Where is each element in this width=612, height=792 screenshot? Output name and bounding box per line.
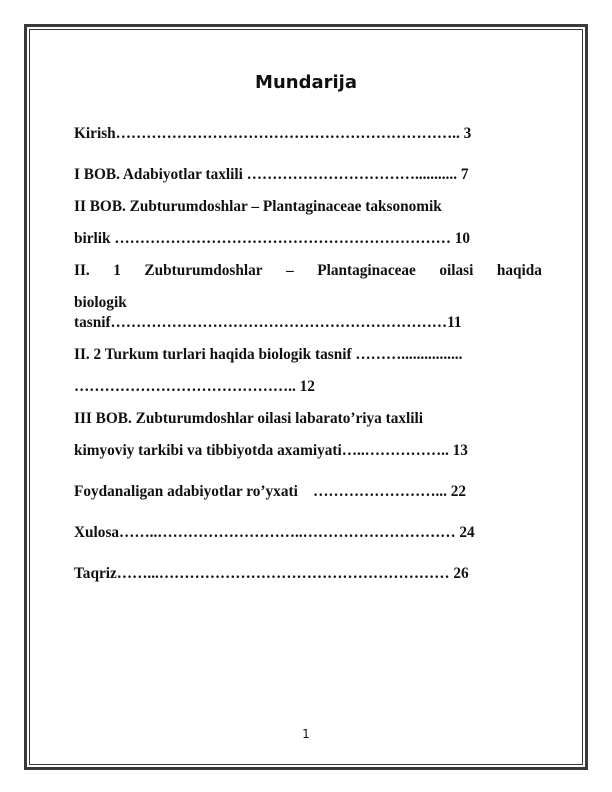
toc-entry-ii-2-line-2: …………………………………….. 12 [74, 378, 315, 395]
toc-entry-ii-1-line-3: tasnif…………………………………………………………11 [74, 314, 462, 331]
toc-entry-bob-2-line-2: birlik ………………………………………………………… 10 [74, 230, 471, 247]
toc-word: 1 [113, 262, 121, 279]
toc-entry-bob-3-line-1: III BOB. Zubturumdoshlar oilasi labarato’riya taxlili [74, 410, 424, 427]
toc-entry-bob-1: I BOB. Adabiyotlar taxlili ……………………………........... 7 [74, 166, 469, 183]
document-title: Mundarija [255, 72, 357, 93]
toc-entry-bob-2-line-1: II BOB. Zubturumdoshlar – Plantaginaceae taksonomik [74, 198, 442, 215]
toc-entry-bob-3-line-2: kimyoviy tarkibi va tibbiyotda axamiyati…..…………….. 13 [74, 442, 468, 459]
toc-word: Plantaginaceae [317, 262, 416, 279]
toc-entry-taqriz: Taqriz……...………………………………………………… 26 [74, 565, 469, 582]
toc-word: – [286, 262, 294, 279]
toc-entry-ii-1-line-1 [74, 261, 542, 281]
toc-word: oilasi [439, 262, 474, 279]
toc-entry-kirish: Kirish………………………………………………………….. 3 [74, 125, 472, 142]
toc-entry-ii-2-line-1: II. 2 Turkum turlari haqida biologik tasnif ………................ [74, 346, 463, 363]
table-of-contents [74, 124, 542, 584]
toc-word: II. [74, 262, 90, 279]
toc-word: haqida [496, 262, 542, 279]
page-number: 1 [302, 727, 310, 741]
toc-entry-ii-1-line-2: biologik [74, 294, 127, 311]
toc-entry-adabiyotlar: Foydanaligan adabiyotlar ro’yxati ……………………... 22 [74, 483, 467, 500]
toc-word: Zubturumdoshlar [144, 262, 263, 279]
toc-entry-xulosa: Xulosa……..………………………..………………………… 24 [74, 524, 475, 541]
